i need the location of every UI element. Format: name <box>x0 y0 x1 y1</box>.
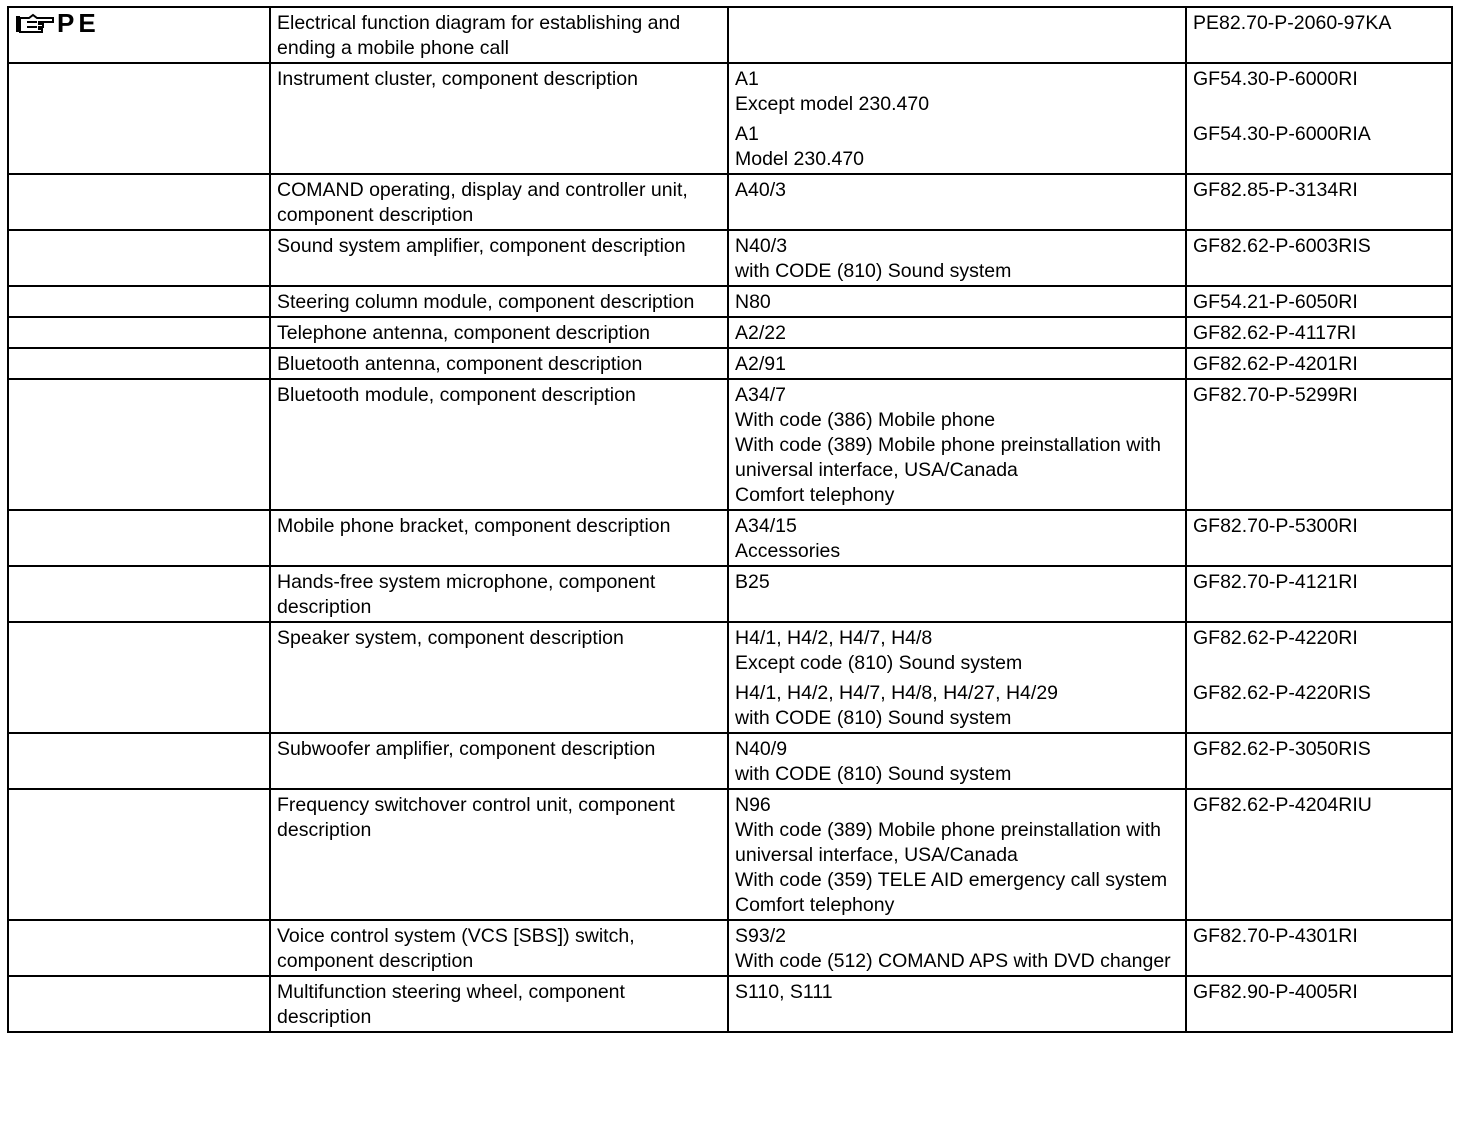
designation-group <box>735 980 1179 1005</box>
document-reference-cell <box>1186 317 1452 348</box>
table-row <box>8 622 1452 733</box>
component-description: Voice control system (VCS [SBS]) switch, component description <box>270 920 728 976</box>
designation-group <box>735 321 1179 346</box>
condition-text: With code (512) COMAND APS with DVD changer <box>735 950 1171 972</box>
document-reference-link[interactable]: GF82.62-P-4201RI <box>1193 353 1358 375</box>
document-reference-link[interactable]: GF82.90-P-4005RI <box>1193 981 1358 1003</box>
pointing-hand-icon <box>15 13 55 35</box>
designation-group <box>735 383 1179 508</box>
condition-text: with CODE (810) Sound system <box>735 260 1012 282</box>
document-reference-cell <box>1186 230 1452 286</box>
component-description: Sound system amplifier, component description <box>270 230 728 286</box>
component-designation-cell <box>728 230 1186 286</box>
component-designation-cell <box>728 566 1186 622</box>
designation-group <box>735 67 1179 117</box>
designation-group <box>735 924 1179 974</box>
condition-text: Comfort telephony <box>735 484 895 506</box>
doc-type-label: PE <box>57 8 100 38</box>
designation-group <box>735 178 1179 203</box>
component-designation-cell <box>728 733 1186 789</box>
component-designation-cell <box>728 317 1186 348</box>
component-designation-cell <box>728 348 1186 379</box>
component-description: Telephone antenna, component description <box>270 317 728 348</box>
component-description: COMAND operating, display and controller unit, component description <box>270 174 728 230</box>
document-reference-cell <box>1186 286 1452 317</box>
component-code: N96 <box>735 794 771 816</box>
component-code: A1 <box>735 123 759 145</box>
document-reference-cell <box>1186 622 1452 733</box>
table-row <box>8 230 1452 286</box>
empty-cell <box>8 510 270 566</box>
condition-text: With code (389) Mobile phone preinstallation with universal interface, USA/Canada <box>735 434 1161 481</box>
document-reference-link[interactable]: GF82.62-P-4204RIU <box>1193 794 1372 816</box>
component-description: Mobile phone bracket, component description <box>270 510 728 566</box>
document-reference-link[interactable]: GF82.62-P-6003RIS <box>1193 235 1371 257</box>
document-reference-link[interactable]: GF82.62-P-4220RI <box>1193 627 1358 649</box>
table-row <box>8 733 1452 789</box>
component-code: A1 <box>735 68 759 90</box>
empty-cell <box>8 230 270 286</box>
designation-group <box>735 352 1179 377</box>
designation-group <box>735 514 1179 564</box>
empty-cell <box>8 348 270 379</box>
component-description: Subwoofer amplifier, component description <box>270 733 728 789</box>
empty-cell <box>8 976 270 1032</box>
condition-text: with CODE (810) Sound system <box>735 763 1012 785</box>
component-description: Bluetooth module, component description <box>270 379 728 510</box>
empty-cell <box>8 789 270 920</box>
component-code: A34/7 <box>735 384 786 406</box>
component-designation-cell <box>728 976 1186 1032</box>
document-reference-link[interactable]: GF82.70-P-4301RI <box>1193 925 1358 947</box>
document-reference-link[interactable]: GF82.62-P-4117RI <box>1193 322 1357 344</box>
table-row <box>8 379 1452 510</box>
component-designation-cell <box>728 174 1186 230</box>
condition-text: Accessories <box>735 540 841 562</box>
designation-group <box>735 681 1179 731</box>
document-reference-link[interactable]: GF54.30-P-6000RIA <box>1193 123 1371 145</box>
component-designation-cell <box>728 63 1186 174</box>
header-description: Electrical function diagram for establishing and ending a mobile phone call <box>270 7 728 63</box>
document-reference-cell <box>1186 348 1452 379</box>
component-code: A2/22 <box>735 322 786 344</box>
condition-text: Except code (810) Sound system <box>735 652 1023 674</box>
condition-text: with CODE (810) Sound system <box>735 707 1012 729</box>
component-code: A34/15 <box>735 515 797 537</box>
component-designation-cell <box>728 789 1186 920</box>
condition-text: Except model 230.470 <box>735 93 930 115</box>
component-description: Multifunction steering wheel, component description <box>270 976 728 1032</box>
component-code: N80 <box>735 291 771 313</box>
component-designation-cell <box>728 920 1186 976</box>
table-row <box>8 348 1452 379</box>
component-code: A2/91 <box>735 353 786 375</box>
condition-text: With code (386) Mobile phone <box>735 409 996 431</box>
component-code: B25 <box>735 571 770 593</box>
document-reference-link[interactable]: GF82.85-P-3134RI <box>1193 179 1358 201</box>
document-reference-cell <box>1186 379 1452 510</box>
document-reference-link[interactable]: GF82.62-P-3050RIS <box>1193 738 1371 760</box>
table-row <box>8 286 1452 317</box>
document-reference-cell <box>1186 920 1452 976</box>
component-designation-cell <box>728 622 1186 733</box>
designation-group <box>735 793 1179 918</box>
component-designation-cell <box>728 379 1186 510</box>
empty-cell <box>8 379 270 510</box>
table-row <box>8 317 1452 348</box>
empty-cell <box>8 63 270 174</box>
designation-group <box>735 122 1179 172</box>
empty-cell <box>8 566 270 622</box>
component-code: N40/9 <box>735 738 788 760</box>
component-designation-cell <box>728 286 1186 317</box>
condition-text: With code (359) TELE AID emergency call system <box>735 869 1168 891</box>
header-row <box>8 7 1452 63</box>
component-description: Speaker system, component description <box>270 622 728 733</box>
document-reference-cell <box>1186 733 1452 789</box>
document-reference-cell <box>1186 510 1452 566</box>
table-row <box>8 510 1452 566</box>
component-code: N40/3 <box>735 235 788 257</box>
document-reference-cell <box>1186 63 1452 174</box>
table-row <box>8 920 1452 976</box>
empty-cell <box>8 174 270 230</box>
condition-text: Comfort telephony <box>735 894 895 916</box>
table-row <box>8 174 1452 230</box>
table-row <box>8 976 1452 1032</box>
table-row <box>8 566 1452 622</box>
condition-text: Model 230.470 <box>735 148 865 170</box>
document-reference-cell <box>1186 566 1452 622</box>
empty-cell <box>8 317 270 348</box>
table-row <box>8 789 1452 920</box>
component-code: A40/3 <box>735 179 786 201</box>
document-reference-link[interactable]: GF82.70-P-5299RI <box>1193 384 1358 406</box>
document-reference-cell <box>1186 174 1452 230</box>
document-reference-link[interactable]: GF82.62-P-4220RIS <box>1193 682 1371 704</box>
table-row <box>8 63 1452 174</box>
empty-cell <box>8 286 270 317</box>
empty-cell <box>8 622 270 733</box>
designation-group <box>735 737 1179 787</box>
document-reference-link[interactable]: GF82.70-P-5300RI <box>1193 515 1358 537</box>
designation-group <box>735 290 1179 315</box>
component-code: H4/1, H4/2, H4/7, H4/8, H4/27, H4/29 <box>735 682 1059 704</box>
component-table-body <box>8 7 1452 1032</box>
component-description: Bluetooth antenna, component description <box>270 348 728 379</box>
designation-group <box>735 234 1179 284</box>
header-reference[interactable]: PE82.70-P-2060-97KA <box>1186 7 1452 63</box>
component-code: S93/2 <box>735 925 786 947</box>
component-table <box>7 6 1453 1033</box>
component-designation-cell <box>728 510 1186 566</box>
designation-group <box>735 626 1179 676</box>
component-code: H4/1, H4/2, H4/7, H4/8 <box>735 627 933 649</box>
empty-cell <box>8 733 270 789</box>
document-reference-cell <box>1186 976 1452 1032</box>
document-reference-link[interactable]: GF54.30-P-6000RI <box>1193 68 1358 90</box>
document-reference-link[interactable]: GF54.21-P-6050RI <box>1193 291 1358 313</box>
condition-text: With code (389) Mobile phone preinstallation with universal interface, USA/Canada <box>735 819 1161 866</box>
component-description: Frequency switchover control unit, component description <box>270 789 728 920</box>
component-code: S110, S111 <box>735 981 833 1003</box>
component-description: Hands-free system microphone, component description <box>270 566 728 622</box>
header-empty-cell <box>728 7 1186 63</box>
designation-group <box>735 570 1179 595</box>
doc-type-cell <box>8 7 270 63</box>
document-reference-cell <box>1186 789 1452 920</box>
component-description: Instrument cluster, component description <box>270 63 728 174</box>
empty-cell <box>8 920 270 976</box>
component-description: Steering column module, component description <box>270 286 728 317</box>
document-reference-link[interactable]: GF82.70-P-4121RI <box>1193 571 1358 593</box>
